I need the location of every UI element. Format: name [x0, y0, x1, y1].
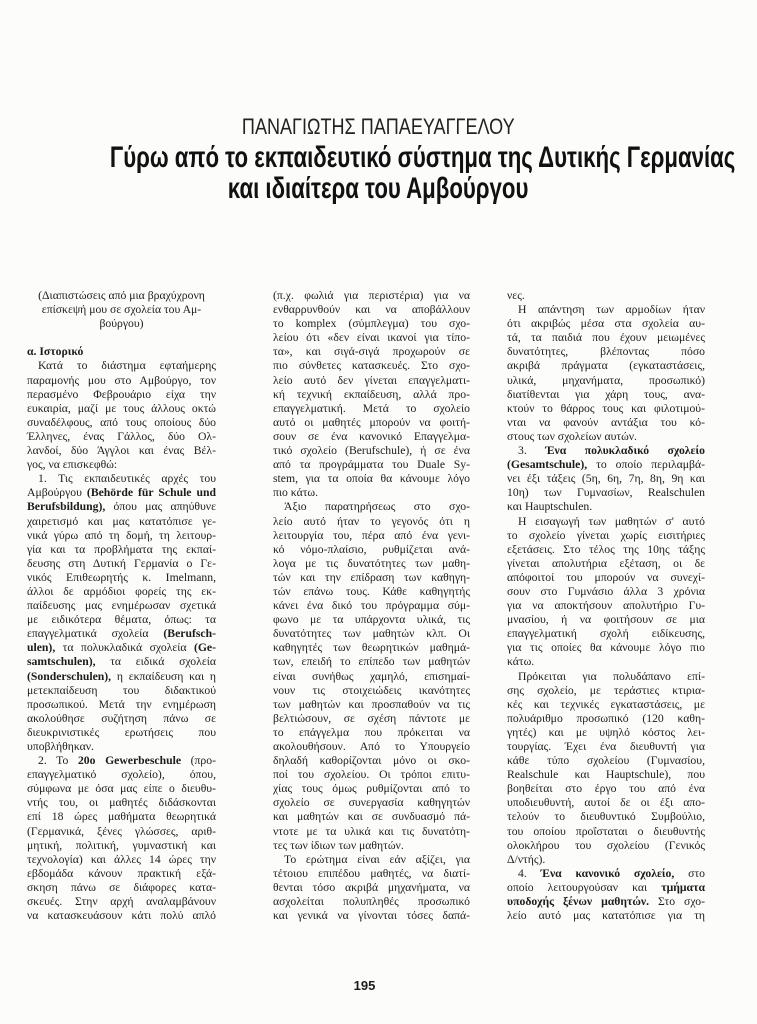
- text-line: για να αποκτήσουν απολυτήριο Γυ-: [507, 599, 705, 613]
- text-line: ντής του, οι μαθητές διδάσκονται: [27, 796, 216, 810]
- text-line: κή τεχνική εκπαίδευση, αλλά προ-: [273, 387, 470, 401]
- text-line: παίδευσης μας ενημέρωσαν σχετικά: [27, 599, 216, 613]
- text-line: και μαθητών και σε συνδυασμό πά-: [273, 810, 470, 824]
- bold-text: samtschulen),: [27, 655, 96, 669]
- text-line: 1. Τις εκπαιδευτικές αρχές του: [38, 472, 216, 486]
- text-line: άλλοι δε αρμόδιοι φορείς της εκ-: [27, 584, 216, 598]
- text-line: ακριβά πράγματα (εγκαταστάσεις,: [507, 359, 705, 373]
- text-line: βοηθείται στο έργο του από ένα: [507, 782, 705, 796]
- text-line: των, επειδή το επίπεδο των μαθητών: [273, 655, 470, 669]
- paragraph-spacer: [27, 331, 216, 345]
- text-line: επίσκεψή μου σε σχολεία του Αμ-: [41, 303, 202, 317]
- text-column-1: [27, 289, 216, 923]
- paragraph: [27, 754, 216, 923]
- text-line: γος, να επισκεφθώ:: [27, 458, 118, 472]
- text-line: [27, 345, 216, 359]
- text-line: ότι ακριβώς μέσα στα σχολεία αυ-: [507, 317, 705, 331]
- text-line: δυνατότητες των μαθητών κλπ. Οι: [273, 627, 470, 641]
- text-line: ενθαρρυνθούν και να αποβάλλουν: [273, 303, 470, 317]
- text-line: πολυάριθμο προσωπικό (120 καθη-: [507, 711, 705, 725]
- text-line: λείο αυτό ήταν το γεγονός ότι η: [273, 514, 470, 528]
- paragraph: [27, 472, 216, 754]
- text-line: γία και τα προβλήματα της εκπαί-: [27, 542, 216, 556]
- text-line: τουργίας. Έχει ένα διευθυντή για: [507, 740, 705, 753]
- text-line: τά, τα παιδιά που έχουν μειωμένες: [507, 331, 705, 345]
- paragraph: [507, 867, 705, 923]
- text-line: θενται τόσο ακριβά μηχανήματα, να: [273, 880, 470, 894]
- text-line: τα», και σιγά-σιγά προχωρούν σε: [273, 345, 470, 359]
- text-line: επαγγελματική σχολή ειδίκευσης,: [507, 627, 705, 641]
- text-line: κάθε τύπο σχολείου (Γυμνασίου,: [507, 754, 705, 768]
- text-line: από τα προγράμματα του Duale Sy-: [273, 458, 470, 472]
- text-line: υποβλήθηκαν.: [27, 740, 94, 753]
- text-line: γίνεται απολυτήρια εξέταση, οι δε: [507, 556, 705, 570]
- article-title-text-1: Γύρω από το εκπαιδευτικό σύστημα της Δυτικής Γερμανίας: [109, 141, 736, 174]
- bold-text: (Berufsch-: [163, 627, 216, 641]
- text-line: ευκαιρία, μαζί με τους άλλους οκτώ: [27, 401, 216, 415]
- text-line: μετεκπαίδευση του διδακτικού: [27, 683, 216, 697]
- text-line: stem, για τα οποία θα κάνουμε λόγο: [273, 472, 470, 486]
- text-line: 4. Ένα κανονικό σχολείο, στο: [518, 866, 706, 880]
- text-line: (Διαπιστώσεις από μια βραχύχρονη: [38, 289, 205, 302]
- text-line: οποίο λειτουργούσαν και τμήματα: [507, 880, 705, 894]
- page-number-text: 195: [353, 978, 376, 993]
- text-line: σκηση πάνω σε διάφορες κατα-: [27, 880, 216, 894]
- paragraph: [27, 345, 216, 359]
- text-line: δηλαδή καθορίζονται μόνο οι σκο-: [273, 754, 470, 768]
- text-line: Αμβούργου (Behörde für Schule und: [27, 486, 216, 500]
- text-line: ακολουθήσουν. Από το Υπουργείο: [273, 740, 470, 753]
- text-line: samtschulen), τα ειδικά σχολεία: [27, 655, 216, 669]
- text-line: ντοτε με τα υλικά και τις δυνατότη-: [273, 824, 470, 838]
- text-line: εβδομάδα κάνουν πρακτική εξά-: [27, 866, 216, 880]
- text-line: νει έξι τάξεις (5η, 6η, 7η, 8η, 9η και: [507, 472, 705, 486]
- text-line: και γενικά να γίνονται τόσες δαπά-: [273, 909, 470, 923]
- text-line: νικός Επιθεωρητής κ. Imelmann,: [27, 570, 216, 584]
- text-line: μητική, πολιτική, γυμναστική και: [27, 838, 216, 852]
- text-line: νες.: [507, 289, 525, 302]
- text-line: ολοκλήρου του σχολείου (Γενικός: [507, 838, 705, 852]
- text-line: ulen), τα πολυκλαδικά σχολεία (Ge-: [27, 641, 216, 655]
- text-line: ποί του σχολείου. Οι τρόποι επιτυ-: [273, 768, 470, 782]
- text-line: Πρόκειται για πολυδάπανο επί-: [518, 669, 705, 683]
- text-line: Η εισαγωγή των μαθητών σ' αυτό: [518, 514, 705, 528]
- text-line: σουν σε ένα κανονικό Επαγγελμα-: [273, 429, 470, 443]
- text-line: δυνατότητες, βλέποντας πόσο: [507, 345, 705, 359]
- text-line: πιο κάτω.: [273, 486, 319, 500]
- text-line: σης σχολείο, με τεράστιες κτιρια-: [507, 683, 705, 697]
- text-line: εξετάσεις. Στο τέλος της 10ης τάξης: [507, 542, 705, 556]
- text-line: πιο σύνθετες κατασκευές. Στο σχο-: [273, 359, 470, 373]
- text-line: λείο αυτό μας κατατόπισε για τη: [507, 909, 705, 923]
- text-line: και Hauptschulen.: [507, 500, 593, 514]
- text-line: νουν τις στοιχειώδεις ικανότητες: [273, 683, 470, 697]
- bold-text: (Ge-: [193, 641, 216, 655]
- bold-text: υποδοχής ξένων μαθητών.: [507, 895, 650, 909]
- text-line: χίας τους όμως ρυθμίζονται από το: [273, 782, 470, 796]
- paragraph: [273, 289, 470, 500]
- text-line: τες των ίδιων των μαθητών.: [273, 838, 404, 852]
- bold-text: 20ο Gewerbeschule: [77, 754, 182, 768]
- text-line: μνασίου, ή να φοιτήσουν σε μια: [507, 613, 705, 627]
- text-line: τικό σχολείο (Berufschule), ή σε ένα: [273, 444, 470, 458]
- text-line: το επάγγελμα που πρόκειται να: [273, 725, 470, 739]
- text-line: βελτιώσουν, σε σχέση πάντοτε με: [273, 711, 470, 725]
- text-line: χαιρετισμό και μας κατατόπισε γε-: [27, 514, 216, 528]
- text-line: 3. Ένα πολυκλαδικό σχολείο: [518, 444, 705, 458]
- text-line: Berufsbildung), όπου μας απηύθυνε: [27, 500, 216, 514]
- text-line: κάνει ένα δικό του πρόγραμμα σύμ-: [273, 599, 470, 613]
- text-line: να κατασκευάσουν κάτι πολύ απλό: [27, 909, 216, 923]
- bold-text: τμήματα: [661, 880, 705, 894]
- text-line: κές και τεχνικές εγκαταστάσεις, με: [507, 697, 705, 711]
- bold-text: ulen),: [27, 641, 56, 655]
- text-line: (Gesamtschule), το οποίο περιλαμβά-: [507, 458, 705, 472]
- text-line: κτούν το θάρρος τους και φιλοτιμού-: [507, 401, 705, 415]
- text-line: Έλληνες, ένας Γάλλος, δύο Ολ-: [27, 429, 216, 443]
- text-line: 10η) των Γυμνασίων, Realschulen: [507, 486, 705, 500]
- text-line: δευσης στη Δυτική Γερμανία ο Γε-: [27, 556, 216, 570]
- text-line: προσωπικού. Μετά την ενημέρωση: [27, 697, 216, 711]
- text-column-2: [273, 289, 470, 923]
- article-title-text-2: και ιδιαίτερα του Αμβούργου: [228, 172, 529, 205]
- text-line: το komplex (σύμπλεγμα) του σχο-: [273, 317, 470, 331]
- page-number: [0, 978, 757, 993]
- text-line: νται να φανούν αντάξια του κό-: [507, 415, 705, 429]
- text-line: υλικά, μηχανήματα, προσωπικό): [507, 373, 705, 387]
- paragraph: [507, 515, 705, 670]
- text-line: κάτω.: [507, 655, 535, 669]
- paragraph: [507, 444, 705, 514]
- text-line: λειτουργία του, πέρα από ένα γενι-: [273, 528, 470, 542]
- bold-text: Berufsbildung),: [27, 500, 106, 514]
- text-line: Η απάντηση των αρμοδίων ήταν: [518, 303, 705, 317]
- text-line: επαγγελματική. Μετά το σχολείο: [273, 401, 470, 415]
- text-line: σύμφωνα με όσα μας είπε ο διευθυ-: [27, 782, 216, 796]
- text-line: ασχολείται πολυπληθές προσωπικό: [273, 895, 470, 909]
- bold-text: α. Ιστορικό: [27, 345, 84, 359]
- text-line: λείο αυτό δεν γίνεται επαγγελματι-: [273, 373, 470, 387]
- text-line: τέτοιου επιπέδου μαθητές, να διατί-: [273, 866, 470, 880]
- text-line: παραμονής μου στο Αμβούργο, τον: [27, 373, 216, 387]
- paragraph: [507, 670, 705, 867]
- bold-text: (Behörde für Schule und: [86, 486, 216, 500]
- text-line: συναδέλφους, από τους οποίους δύο: [27, 415, 216, 429]
- paragraph: [273, 500, 470, 852]
- text-line: υποδιευθυντή, αυτοί δε οι έξι απο-: [507, 796, 705, 810]
- text-line: διευκρινιστικές ερωτήσεις που: [27, 725, 216, 739]
- text-line: τών και την επίδραση των καθηγη-: [273, 570, 470, 584]
- text-line: Realschule και Hauptschule), που: [507, 768, 705, 782]
- bold-text: (Gesamtschule),: [507, 458, 588, 472]
- text-line: Το ερώτημα είναι εάν αξίζει, για: [284, 852, 470, 866]
- text-line: τεχνολογία) και άλλες 14 ώρες την: [27, 852, 216, 866]
- text-line: λείου ότι «δεν είναι ικανοί για τίπο-: [273, 331, 470, 345]
- text-line: φωνο με τα υπάρχοντα υλικά, τις: [273, 613, 470, 627]
- text-line: τών επάνω τους. Κάθε καθηγητής: [273, 584, 470, 598]
- text-line: στους των σχολείων αυτών.: [507, 429, 637, 443]
- bold-text: Ένα πολυκλαδικό σχολείο: [545, 444, 705, 458]
- text-line: (Sonderschulen), η εκπαίδευση και η: [27, 669, 216, 683]
- text-line: διατίθενται για χάρη τους, ανα-: [507, 387, 705, 401]
- text-line: περασμένο Φεβρουάριο είχα την: [27, 387, 216, 401]
- text-line: το σχολείο γίνεται χωρίς εισιτήριες: [507, 528, 705, 542]
- text-line: επαγγελματικά σχολεία (Berufsch-: [27, 627, 216, 641]
- text-line: σχολείο σε συνεργασία καθηγητών: [273, 796, 470, 810]
- text-line: των μαθητών και προσπαθούν να τις: [273, 697, 470, 711]
- text-line: για τις οποίες θα κάνουμε λόγο πιο: [507, 641, 705, 655]
- author-name-text: ΠΑΝΑΓΙΩΤΗΣ ΠΑΠΑΕΥΑΓΓΕΛΟΥ: [242, 114, 515, 139]
- text-line: του οποίου προΐσταται ο διευθυντής: [507, 824, 705, 838]
- article-title-line-1: [0, 141, 757, 175]
- author-name: [0, 114, 757, 140]
- text-line: κό νόμο-πλαίσιο, ρυθμίζεται ανά-: [273, 542, 470, 556]
- text-line: επί 18 ώρες μαθήματα θεωρητικά: [27, 810, 216, 824]
- text-line: καθηγητές των θεωρητικών μαθημά-: [273, 641, 470, 655]
- text-line: βούργου): [99, 317, 144, 331]
- text-line: σουν στο Γυμνάσιο άλλα 3 χρόνια: [507, 584, 705, 598]
- text-line: ακολούθησε συζήτηση πάνω σε: [27, 711, 216, 725]
- text-line: επαγγελματικό σχολείο), όπου,: [27, 768, 216, 782]
- text-line: αυτό οι μαθητές μπορούν να φοιτή-: [273, 415, 470, 429]
- paragraph: [273, 853, 470, 923]
- text-line: Δ/ντής).: [507, 852, 546, 866]
- bold-text: Ένα κανονικό σχολείο,: [540, 866, 675, 880]
- paragraph: [27, 359, 216, 472]
- text-line: νικά γύρω από τη δομή, τη λειτουρ-: [27, 528, 216, 542]
- text-line: (π.χ. φωλιά για περιστέρια) για να: [273, 289, 470, 302]
- paragraph: [27, 289, 216, 331]
- text-line: (Γερμανικά, ξένες γλώσσες, αριθ-: [27, 824, 216, 838]
- text-line: τελούν το διευθυντικό Συμβούλιο,: [507, 810, 705, 824]
- text-line: 2. Το 20ο Gewerbeschule (προ-: [38, 754, 216, 768]
- text-line: με ειδικότερα θέματα, όπως: τα: [27, 613, 216, 627]
- text-column-3: [507, 289, 705, 923]
- text-line: υποδοχής ξένων μαθητών. Στο σχο-: [507, 895, 705, 909]
- paragraph: [507, 303, 705, 444]
- text-line: σκευές. Στην αρχή αναλαμβάνουν: [27, 895, 216, 909]
- text-line: γητές) και με υψηλό κόστος λει-: [507, 725, 705, 739]
- article-title-line-2: [0, 172, 757, 206]
- text-line: Κατά το διάστημα εφταήμερης: [38, 359, 216, 373]
- paragraph: [507, 289, 705, 303]
- text-line: Άξιο παρατηρήσεως στο σχο-: [284, 500, 470, 514]
- text-line: απόφοιτοί του μπορούν να συνεχί-: [507, 570, 705, 584]
- text-line: λανδοί, δύο Άγγλοι και ένας Βέλ-: [27, 444, 216, 458]
- text-line: είναι συνήθως χαμηλό, επισημαί-: [273, 669, 470, 683]
- bold-text: (Sonderschulen),: [27, 669, 112, 683]
- text-line: λογα με τις δυνατότητες των μαθη-: [273, 556, 470, 570]
